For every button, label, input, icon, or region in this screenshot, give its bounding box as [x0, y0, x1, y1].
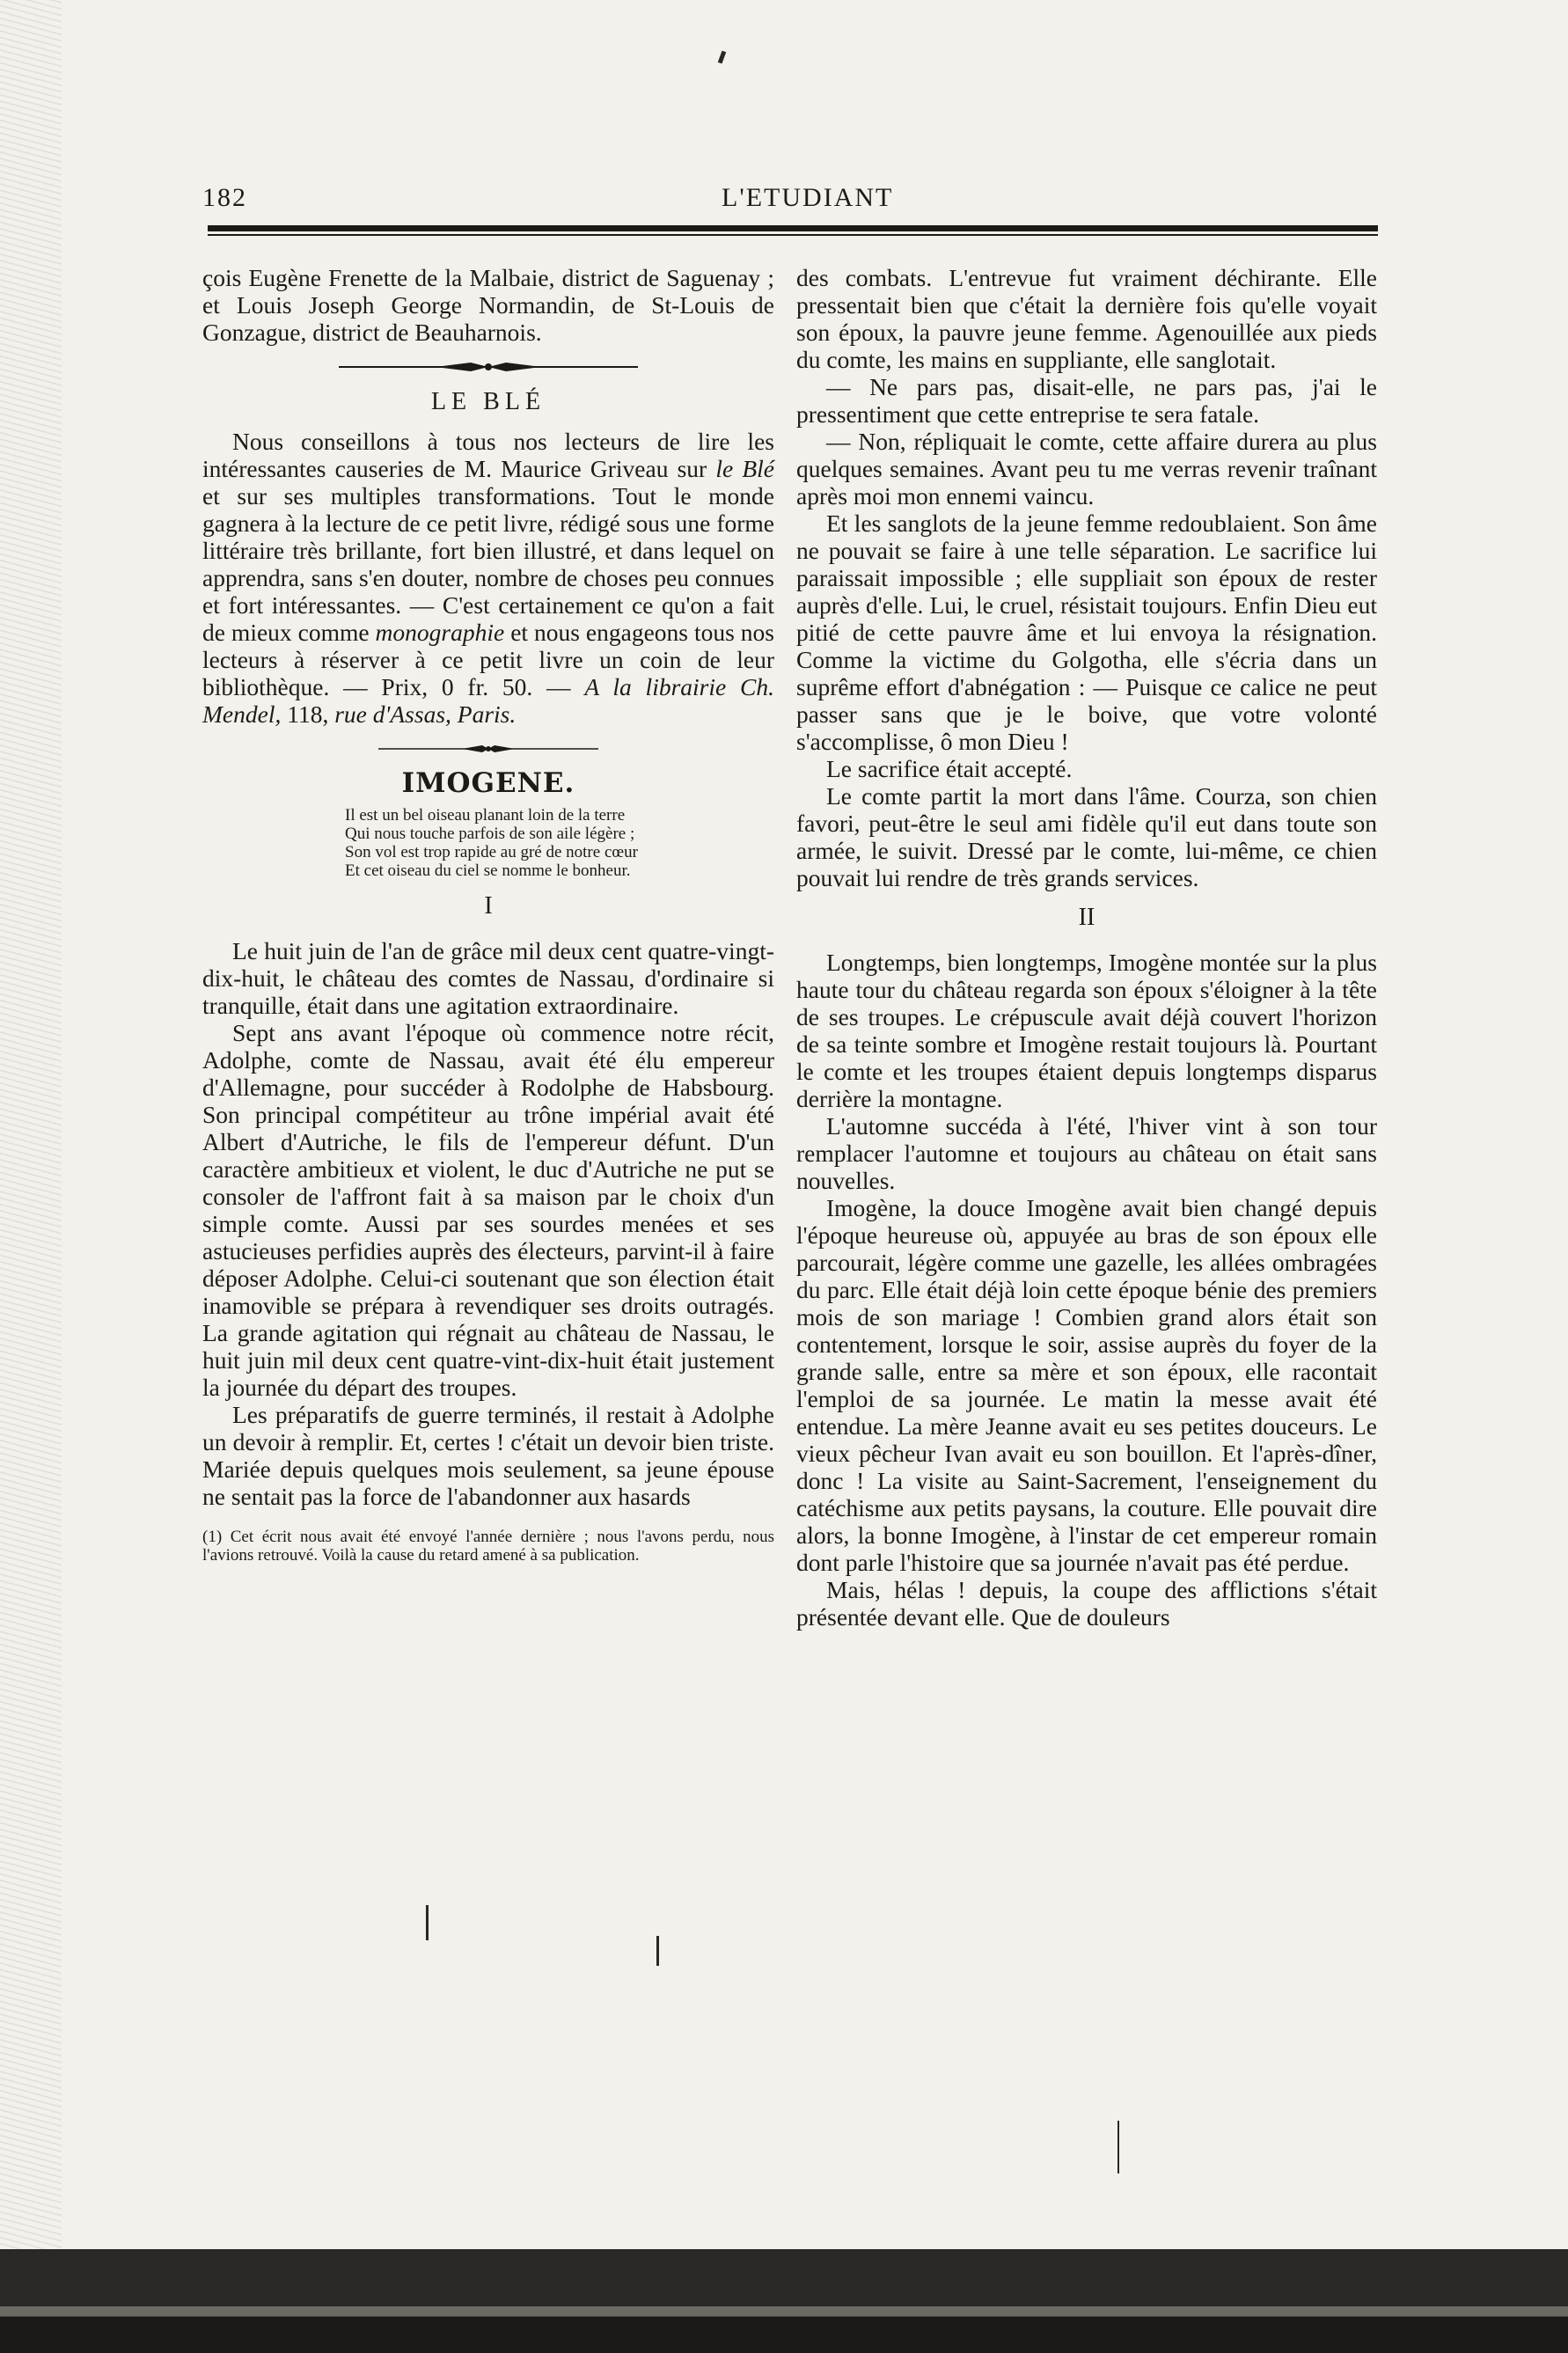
- story-paragraph: Longtemps, bien longtemps, Imogène montée sur la plus haute tour du château regarda son époux s'éloigner à la tête de ses troupes. Le crépuscule avait déjà couvert l'horizon de sa teinte sombre et Imogène restait toujours là. Pourtant le comte et les troupes étaient depuis longtemps disparus derrière la montagne.: [796, 949, 1377, 1112]
- page-header: [202, 183, 1381, 218]
- header-rule-thin: [208, 234, 1378, 236]
- story-paragraph: L'automne succéda à l'été, l'hiver vint à son tour remplacer l'automne et toujours au château on était sans nouvelles.: [796, 1112, 1377, 1194]
- scan-mark: [1117, 2121, 1119, 2173]
- left-column: [202, 264, 774, 1565]
- scan-mark: [426, 1905, 429, 1940]
- story-paragraph: Sept ans avant l'époque où commence notre récit, Adolphe, comte de Nassau, avait été élu empereur d'Allemagne, pour succéder à Rodolphe de Habsbourg. Son principal compétiteur au trône impérial avait été Albert d'Autriche, le fils de l'empereur défunt. D'un caractère ambitieux et violent, le duc d'Autriche ne put se consoler de l'affront fait à sa maison par le choix d'un simple comte. Aussi par ses sourdes menées et ses astucieuses perfidies auprès des électeurs, parvint-il à faire déposer Adolphe. Celui-ci soutenant que son élection était inamovible se prépara à revendiquer ses droits outragés. La grande agitation qui régnait au château de Nassau, le huit juin mil deux cent quatre-vint-dix-huit était justement la journée du départ des troupes.: [202, 1019, 774, 1401]
- page-number: 182: [202, 183, 247, 212]
- epigraph-line: Il est un bel oiseau planant loin de la terre: [345, 806, 626, 825]
- running-head: L'ETUDIANT: [722, 183, 894, 212]
- ornamental-rule-small: [378, 740, 598, 758]
- scan-mark: [718, 51, 726, 64]
- story-title: IMOGENE.: [401, 767, 575, 799]
- part-heading-two: II: [1078, 904, 1095, 931]
- right-column: [796, 264, 1377, 1631]
- story-paragraph: Le comte partit la mort dans l'âme. Courza, son chien favori, peut-être le seul ami fidèle qu'il eut dans toute son armée, le suivit. Dressé par le comte, lui-même, ce chien pouvait lui rendre de très grands services.: [796, 782, 1377, 891]
- epigraph: [345, 806, 758, 880]
- section-title-le-ble: LE BLÉ: [430, 388, 546, 415]
- story-paragraph: Le huit juin de l'an de grâce mil deux cent quatre-vingt-dix-huit, le château des comtes de Nassau, d'ordinaire si tranquille, était dans une agitation extraordinaire.: [202, 937, 774, 1019]
- scan-bottom-edge: [0, 2249, 1568, 2353]
- story-paragraph: Les préparatifs de guerre terminés, il restait à Adolphe un devoir à remplir. Et, certes ! c'était un devoir bien triste. Mariée depuis quelques mois seulement, sa jeune épouse ne sentait pas la force de l'abandonner aux hasards: [202, 1401, 774, 1510]
- ornamental-rule: [339, 358, 638, 376]
- le-ble-paragraph: Nous conseillons à tous nos lecteurs de lire les intéressantes causeries de M. Maurice Griveau sur le Blé et sur ses multiples transformations. Tout le monde gagnera à la lecture de ce petit livre, rédigé sous une forme littéraire très brillante, fort bien illustré, et dans lequel on apprendra, sans s'en douter, nombre de choses peu connues et fort intéressantes. — C'est certainement ce qu'on a fait de mieux comme monographie et nous engageons tous nos lecteurs à réserver à ce petit livre un coin de leur bibliothèque. — Prix, 0 fr. 50. — A la librairie Ch. Mendel, 118, rue d'Assas, Paris.: [202, 428, 774, 728]
- part-heading-one: I: [484, 892, 493, 920]
- epigraph-line: Et cet oiseau du ciel se nomme le bonheur.: [345, 861, 631, 880]
- story-paragraph: Imogène, la douce Imogène avait bien changé depuis l'époque heureuse où, appuyée au bras de son époux elle parcourait, légère comme une gazelle, les allées ombragées du parc. Elle était déjà loin cette époque bénie des premiers mois de son mariage ! Combien grand alors était son contentement, lorsque le soir, assise auprès du foyer de la grande salle, entre sa mère et son époux, elle racontait l'emploi de sa journée. Le matin la messe avait été entendue. La mère Jeanne avait eu ses petites douceurs. Le vieux pêcheur Ivan avait eu son bouillon. Et l'après-dîner, donc ! La visite au Saint-Sacrement, l'enseignement du catéchisme aux petits paysans, la couture. Elle pouvait dire alors, la bonne Imogène, à l'instar de cet empereur romain dont parle l'histoire que sa journée n'avait pas été perdue.: [796, 1194, 1377, 1576]
- story-paragraph: — Non, répliquait le comte, cette affaire durera au plus quelques semaines. Avant peu tu me verras revenir traînant après moi mon ennemi vaincu.: [796, 428, 1377, 509]
- intro-paragraph: çois Eugène Frenette de la Malbaie, district de Saguenay ; et Louis Joseph George Normandin, de St-Louis de Gonzague, district de Beauharnois.: [202, 264, 774, 346]
- story-paragraph: des combats. L'entrevue fut vraiment déchirante. Elle pressentait bien que c'était la dernière fois qu'elle voyait son époux, la pauvre jeune femme. Agenouillée aux pieds du comte, les mains en suppliante, elle sanglotait.: [796, 264, 1377, 373]
- footnote-text: (1) Cet écrit nous avait été envoyé l'année dernière ; nous l'avons perdu, nous l'avions retrouvé. Voilà la cause du retard amené à sa publication.: [202, 1528, 774, 1565]
- story-paragraph: Et les sanglots de la jeune femme redoublaient. Son âme ne pouvait se faire à une telle séparation. Le sacrifice lui paraissait impossible ; elle suppliait son époux de rester auprès d'elle. Lui, le cruel, résistait toujours. Enfin Dieu eut pitié de cette pauvre âme et lui envoya la résignation. Comme la victime du Golgotha, elle s'écria dans un suprême effort d'abnégation : — Puisque ce calice ne peut passer sans que je le boive, que votre volonté s'accomplisse, ô mon Dieu !: [796, 509, 1377, 755]
- story-paragraph: Le sacrifice était accepté.: [826, 755, 1073, 782]
- scan-edge-speckle: [0, 0, 62, 2353]
- story-paragraph: Mais, hélas ! depuis, la coupe des afflictions s'était présentée devant elle. Que de douleurs: [796, 1576, 1377, 1631]
- story-paragraph: — Ne pars pas, disait-elle, ne pars pas, j'ai le pressentiment que cette entreprise te sera fatale.: [796, 373, 1377, 428]
- epigraph-line: Son vol est trop rapide au gré de notre cœur: [345, 843, 638, 861]
- scan-mark: [656, 1936, 659, 1966]
- epigraph-line: Qui nous touche parfois de son aile légère ;: [345, 825, 635, 843]
- header-rule: [208, 225, 1378, 231]
- footnote: [202, 1528, 774, 1565]
